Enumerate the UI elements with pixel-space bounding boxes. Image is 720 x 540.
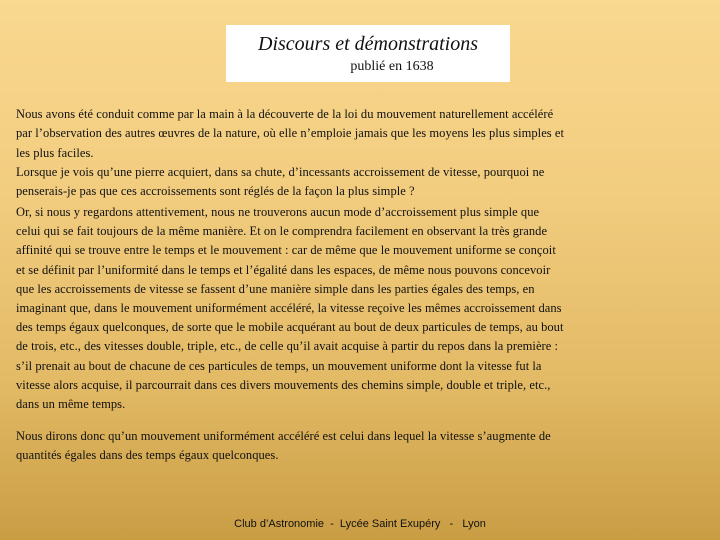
paragraph-intro: Nous avons été conduit comme par la main à la découverte de la loi du mouvement naturellement accéléré par l’observation des autres œuvres de la nature, où elle n’emploie jamais que les moyens les plus simples et les plus faciles. Lorsque je vois qu’une pierre acquiert, dans sa chute, d’incessants accroissement de vitesse, pourquoi ne penserais-je pas que ces accroissements sont réglés de la façon la plus simple ? [16, 107, 565, 199]
document-title: Discours et démonstrations [258, 33, 478, 55]
title-box [226, 25, 510, 82]
paragraph-argument: Or, si nous y regardons attentivement, nous ne trouverons aucun mode d’accroissement plus simple que celui qui se fait toujours de la même manière. Et on le comprendra facilement en observant la très grande affinité qui se trouve entre le temps et le mouvement : car de même que le mouvement uniforme se conçoit et se définit par l’uniformité dans le temps et l’égalité dans les espaces, de même nous pouvons concevoir que les accroissements de vitesse se fassent d’une manière simple dans les parties égales des temps, en imaginant que, dans le mouvement uniformément accéléré, la vitesse reçoive les mêmes accroissement dans des temps égaux quelconques, de sorte que le mobile acquérant au bout de deux particules de temps, au bout de trois, etc., des vitesses double, triple, etc., de celle qu’il avait acquise à partir du repos dans la première : s’il prenait au bout de chacune de ces particules de temps, un mouvement uniforme dont la vitesse fut la vitesse alors acquise, il parcourrait dans ces divers mouvements des chemins simple, double et triple, etc., dans un même temps. [16, 205, 564, 412]
footer-credit: Club d’Astronomie - Lycée Saint Exupéry - Lyon [234, 518, 486, 530]
paragraph-definition: Nous dirons donc qu’un mouvement uniformément accéléré est celui dans lequel la vitesse s’augmente de quantités égales dans des temps égaux quelconques. [16, 429, 551, 463]
publication-date: publié en 1638 [350, 59, 434, 74]
